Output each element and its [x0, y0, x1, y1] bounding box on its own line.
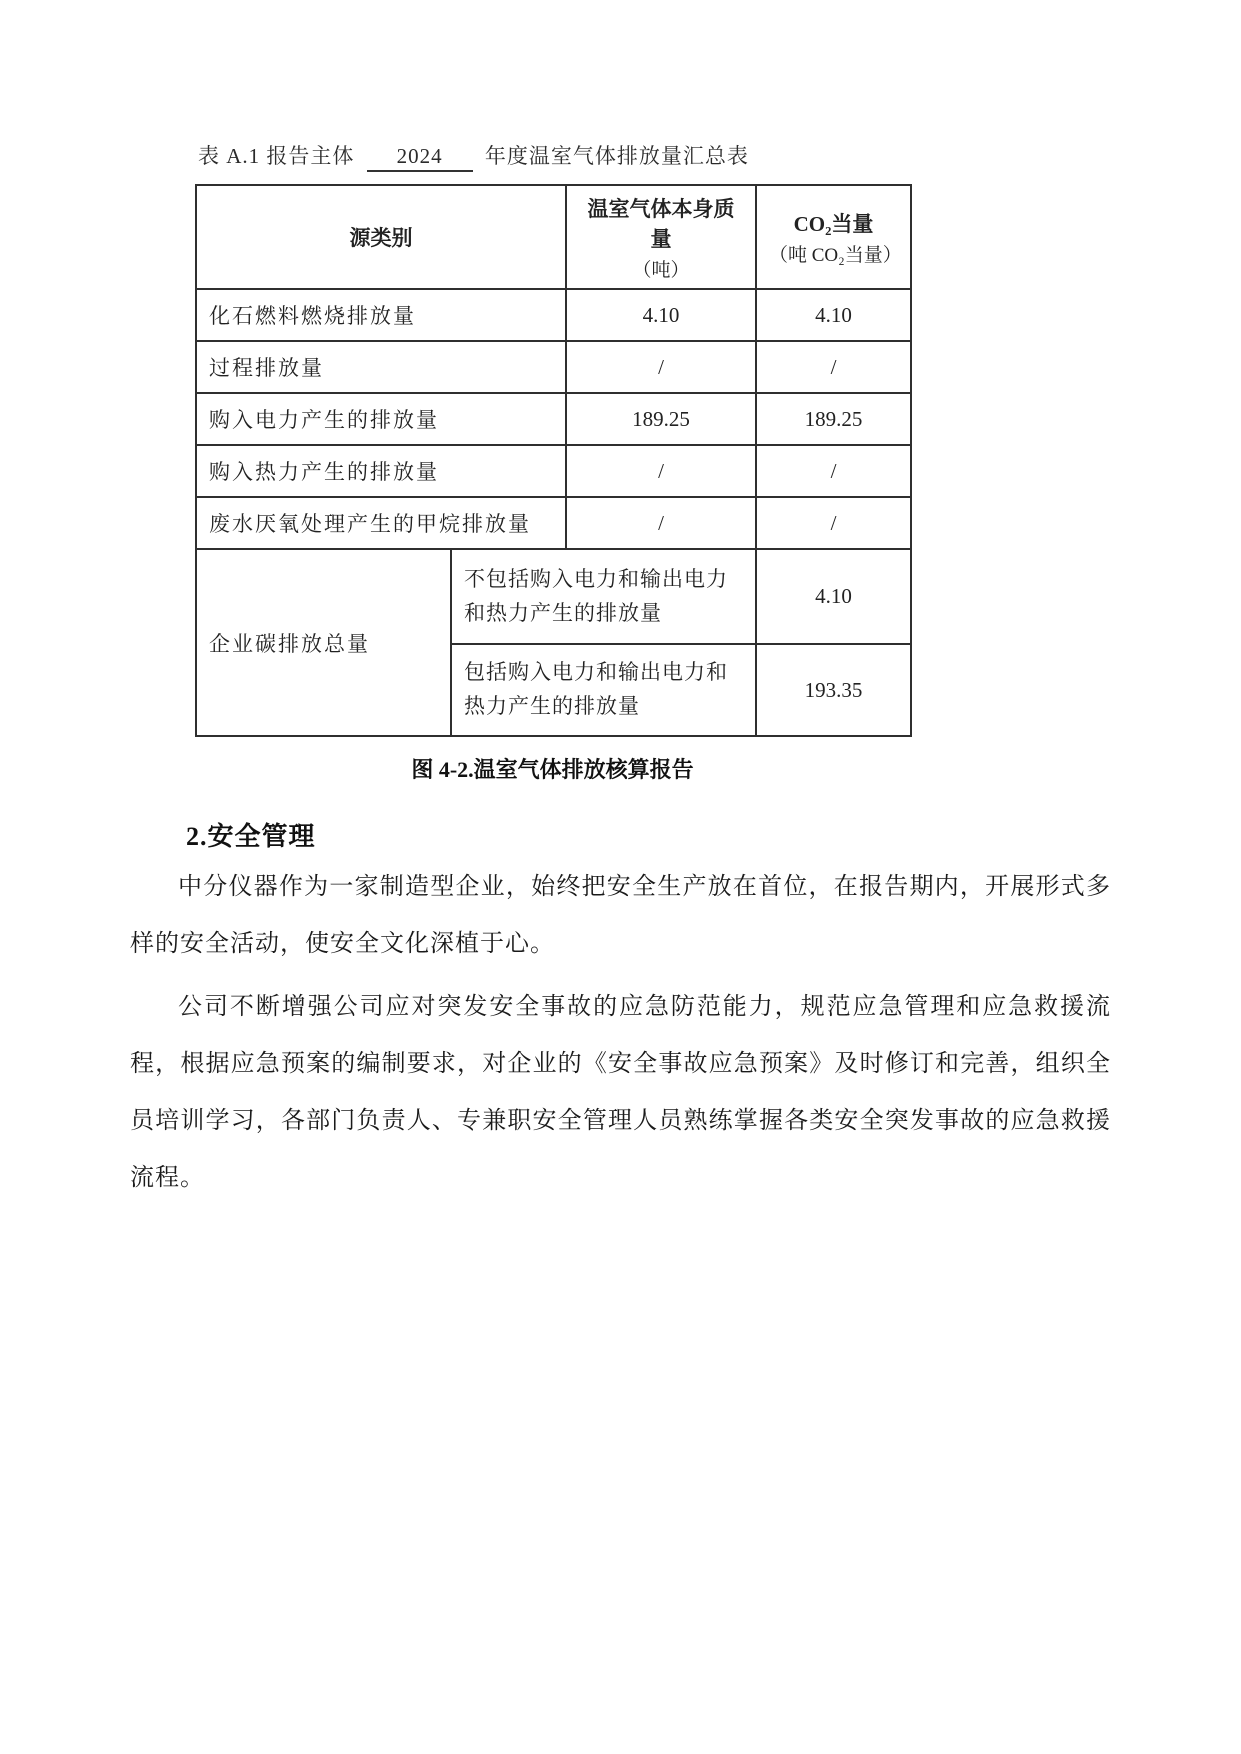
total-excl-description: 不包括购入电力和输出电力和热力产生的排放量 — [451, 549, 756, 644]
ghg-mass-header-unit: （吨） — [632, 259, 690, 281]
table-row — [196, 289, 911, 341]
table-row — [196, 393, 911, 445]
row-mass-purchased-electricity: 189.25 — [566, 393, 756, 445]
co2-equivalent-header-label: CO₂当量 — [793, 211, 874, 236]
row-label-fossil-fuel: 化石燃料燃烧排放量 — [196, 289, 566, 341]
source-category-header-label: 源类别 — [349, 226, 413, 250]
paragraph-safety-intro: 中分仪器作为一家制造型企业，始终把安全生产放在首位，在报告期内，开展形式多样的安全活动，使安全文化深植于心。 — [130, 874, 1111, 957]
section-heading: 2.安全管理 — [186, 822, 316, 851]
table-title-prefix: 表 A.1 报告主体 — [198, 144, 355, 168]
figure-caption: 图 4-2.温室气体排放核算报告 — [411, 757, 694, 782]
emissions-summary-table — [195, 184, 912, 737]
total-incl-value: 193.35 — [756, 644, 911, 736]
co2-equivalent-header-unit: （吨 CO₂当量） — [769, 244, 902, 266]
row-label-purchased-heat: 购入热力产生的排放量 — [196, 445, 566, 497]
col-header-ghg-mass — [566, 185, 756, 289]
table-header-row — [196, 185, 911, 289]
table-title — [198, 140, 1111, 172]
row-co2e-process: / — [756, 341, 911, 393]
row-co2e-fossil-fuel: 4.10 — [756, 289, 911, 341]
col-header-source-category — [196, 185, 566, 289]
ghg-mass-header-label: 温室气体本身质量 — [587, 196, 735, 251]
table-row — [196, 341, 911, 393]
row-co2e-purchased-heat: / — [756, 445, 911, 497]
row-mass-wastewater-methane: / — [566, 497, 756, 549]
total-excl-value: 4.10 — [756, 549, 911, 644]
row-label-process: 过程排放量 — [196, 341, 566, 393]
col-header-co2-equivalent — [756, 185, 911, 289]
row-mass-fossil-fuel: 4.10 — [566, 289, 756, 341]
paragraph-emergency-management: 公司不断增强公司应对突发安全事故的应急防范能力，规范应急管理和应急救援流程，根据应急预案的编制要求，对企业的《安全事故应急预案》及时修订和完善，组织全员培训学习，各部门负责人、专兼职安全管理人员熟练掌握各类安全突发事故的应急救援流程。 — [130, 994, 1111, 1191]
total-incl-description: 包括购入电力和输出电力和热力产生的排放量 — [451, 644, 756, 736]
table-title-year: 2024 — [367, 144, 473, 172]
row-label-purchased-electricity: 购入电力产生的排放量 — [196, 393, 566, 445]
row-co2e-wastewater-methane: / — [756, 497, 911, 549]
row-mass-purchased-heat: / — [566, 445, 756, 497]
table-title-suffix: 年度温室气体排放量汇总表 — [484, 144, 749, 168]
table-row-total-excl — [196, 549, 911, 644]
table-row — [196, 445, 911, 497]
table-row — [196, 497, 911, 549]
row-co2e-purchased-electricity: 189.25 — [756, 393, 911, 445]
row-mass-process: / — [566, 341, 756, 393]
row-label-wastewater-methane: 废水厌氧处理产生的甲烷排放量 — [196, 497, 566, 549]
total-section-label: 企业碳排放总量 — [196, 549, 451, 736]
